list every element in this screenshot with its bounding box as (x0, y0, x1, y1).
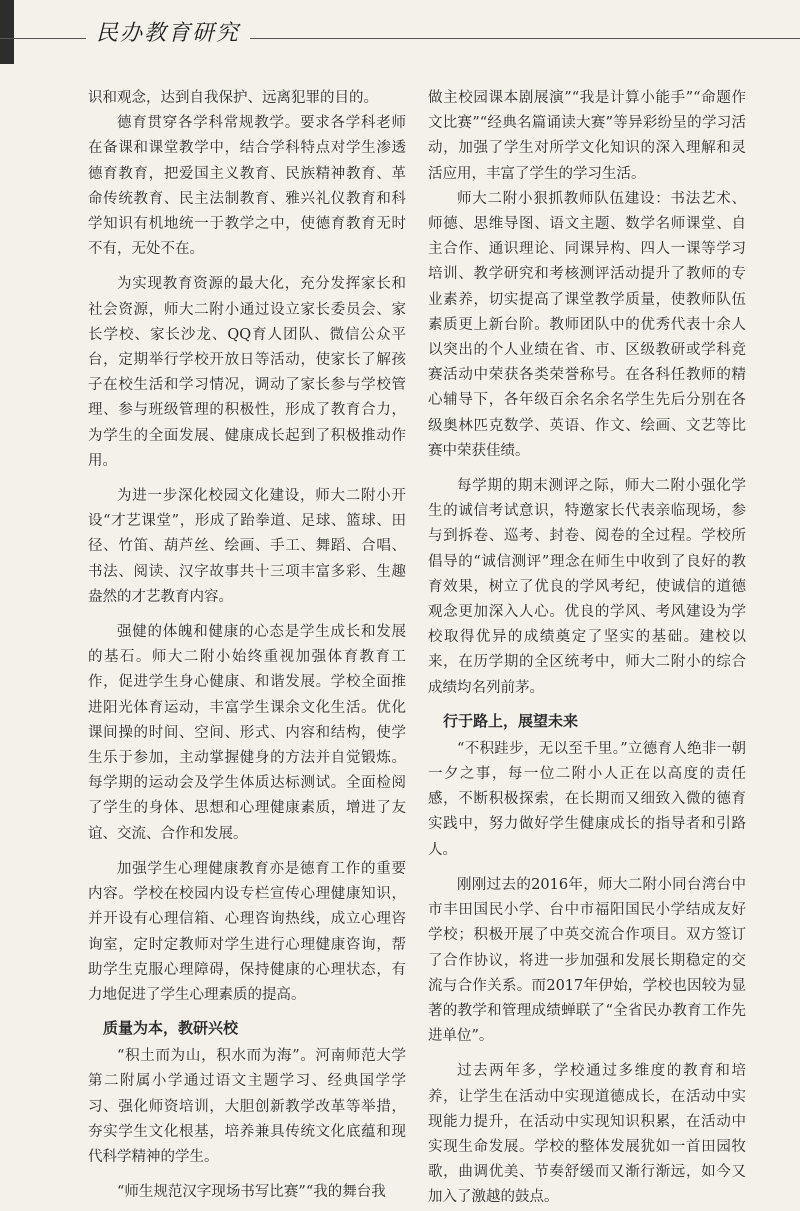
left-column (88, 86, 406, 1205)
paragraph: “不积跬步，无以至千里。”立德育人绝非一朝一夕之事，每一位二附小人正在以高度的责任感，不断积极探索，在长期而又细致入微的德育实践中，努力做好学生健康成长的指导者和引路人。 (428, 740, 746, 858)
section-heading: 行于路上，展望未来 (443, 711, 579, 730)
paragraph: 每学期的期末测评之际，师大二附小强化学生的诚信考试意识，特邀家长代表亲临现场，参与到拆卷、巡考、封卷、阅卷的全过程。学校所倡导的“诚信测评”理念在师生中收到了良好的教育效果，树立了优良的学风考纪，使诚信的道德观念更加深入人心。优良的学风、考风建设为学校取得优异的成绩奠定了坚实的基础。建校以来，在历学期的全区统考中，师大二附小的综合成绩均名列前茅。 (428, 478, 746, 696)
paragraph: 师大二附小狠抓教师队伍建设：书法艺术、师德、思维导图、语文主题、数学名师课堂、自主合作、通识理论、同课异构、四人一课等学习培训、教学研究和考核测评活动提升了教师的专业素养，切实提高了课堂教学质量，使教师队伍素质更上新台阶。教师团队中的优秀代表十余人以突出的个人业绩在省、市、区级教研或学科竞赛活动中荣获各类荣誉称号。在各科任教师的精心辅导下，各年级百余名余名学生先后分别在各级奥林匹克数学、英语、作文、绘画、文艺等比赛中荣获佳绩。 (428, 190, 746, 459)
right-column (428, 86, 746, 1211)
paragraph: 为进一步深化校园文化建设，师大二附小开设“才艺课堂”，形成了跆拳道、足球、篮球、田径、竹笛、葫芦丝、绘画、手工、舞蹈、合唱、书法、阅读、汉字故事共十三项丰富多彩、生趣盎然的才艺教育内容。 (88, 488, 406, 605)
paragraph: 加强学生心理健康教育亦是德育工作的重要内容。学校在校园内设专栏宣传心理健康知识，并开设有心理信箱、心理咨询热线，成立心理咨询室，定时定教师对学生进行心理健康咨询，帮助学生克服心理障碍，保持健康的心理状态，有力地促进了学生心理素质的提高。 (88, 860, 406, 1003)
paragraph: 刚刚过去的2016年，师大二附小同台湾台中市丰田国民小学、台中市福阳国民小学结成友好学校；积极开展了中英交流合作项目。双方签订了合作协议，将进一步加强和发展长期稳定的交流与合作关系。而2017年伊始，学校也因较为显著的教学和管理成绩蝉联了“全省民办教育工作先进单位”。 (428, 876, 746, 1045)
paragraph: 强健的体魄和健康的心态是学生成长和发展的基石。师大二附小始终重视加强体育教育工作，促进学生身心健康、和谐发展。学校全面推进阳光体育运动，丰富学生课余文化生活。优化课间操的时间、空间、形式、内容和结构，使学生乐于参加，主动掌握健身的方法并自觉锻炼。每学期的运动会及学生体质达标测试。全面检阅了学生的身体、思想和心理健康素质，增进了友谊、交流、合作和发展。 (88, 624, 406, 842)
paragraph: 为实现教育资源的最大化，充分发挥家长和社会资源，师大二附小通过设立家长委员会、家长学校、家长沙龙、QQ育人团队、微信公众平台，定期举行学校开放日等活动，使家长了解孩子在校生活和学习情况，调动了家长参与学校管理、参与班级管理的积极性，形成了教育合力，为学生的全面发展、健康成长起到了积极推动作用。 (88, 276, 406, 469)
header-bar (0, 0, 14, 64)
paragraph: 做主校园课本剧展演”“我是计算小能手”“命题作文比赛”“经典名篇诵读大赛”等异彩纷呈的学习活动，加强了学生对所学文化知识的深入理解和灵活应用，丰富了学生的学习生活。 (428, 90, 746, 182)
paragraph: 过去两年多，学校通过多维度的教育和培养，让学生在活动中实现道德成长，在活动中实现能力提升，在活动中实现知识积累，在活动中实现生命发展。学校的整体发展犹如一首田园牧歌，曲调优美、节奏舒缓而又渐行渐远，如今又加入了激越的鼓点。 (428, 1063, 746, 1206)
journal-title: 民办教育研究 (86, 16, 250, 47)
paragraph: “师生规范汉字现场书写比赛”“我的舞台我 (117, 1184, 386, 1201)
paragraph: 德育贯穿各学科常规教学。要求各学科老师在备课和课堂教学中，结合学科特点对学生渗透德育教育，把爱国主义教育、民族精神教育、革命传统教育、民主法制教育、雅兴礼仪教育和科学知识有机地统一于教学之中，使德育教育无时不有，无处不在。 (88, 115, 406, 258)
section-heading: 质量为本，教研兴校 (103, 1019, 239, 1038)
page-header (0, 0, 800, 70)
paragraph: 识和观念，达到自我保护、远离犯罪的目的。 (88, 90, 378, 106)
paragraph: “积土而为山，积水而为海”。河南师范大学第二附属小学通过语文主题学习、经典国学学习、强化师资培训，大胆创新教学改革等举措，夯实学生文化根基，培养兼具传统文化底蕴和现代科学精神的学生。 (88, 1048, 406, 1165)
